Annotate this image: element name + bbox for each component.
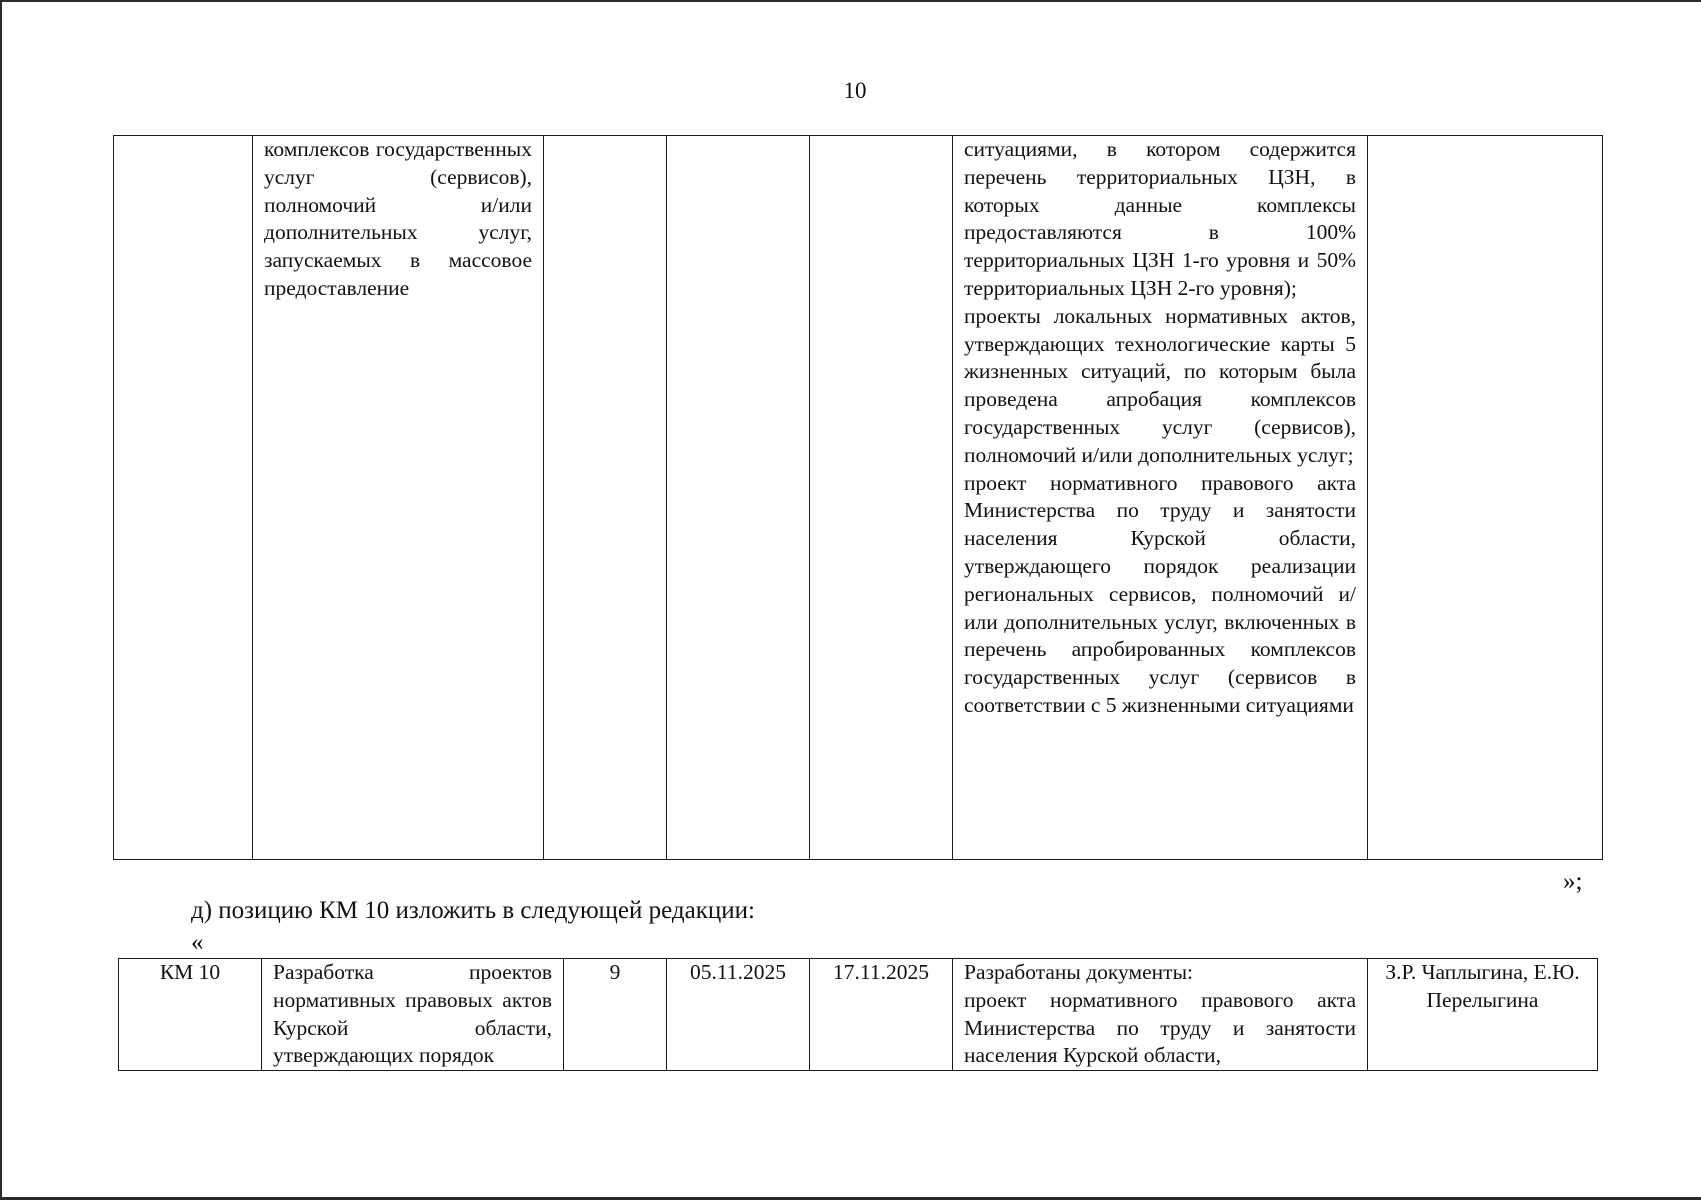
result-paragraph: проекты локальных нормативных актов, утверждающих технологические карты 5 жизненных ситуаций, по которым была проведена апробация комплексов государственных услуг (сервисов), полномочий и/или дополнительных услуг;: [964, 303, 1356, 467]
table-row: [114, 136, 1603, 860]
km10-result-text: проект нормативного правового акта Министерства по труду и занятости населения Курской области,: [964, 987, 1356, 1068]
opening-quote: «: [191, 929, 204, 956]
cell-code: [114, 136, 253, 860]
cell-start-date: [667, 136, 810, 860]
page-number: 10: [843, 78, 867, 103]
scan-border-left: [0, 0, 2, 1200]
scan-border-top: [0, 0, 1701, 2]
km10-start-date: 05.11.2025: [667, 959, 810, 1071]
amendment-text: д) позицию КМ 10 изложить в следующей редакции:: [191, 897, 755, 924]
closing-quote: »;: [1563, 868, 1583, 895]
title-paragraph: комплексов государственных услуг (сервисов), полномочий и/или дополнительных услуг, запускаемых в массовое предоставление: [264, 137, 532, 300]
cell-title: [253, 136, 544, 860]
cell-result: [953, 136, 1368, 860]
result-paragraph: проект нормативного правового акта Министерства по труду и занятости населения Курской области, утверждающего порядок реализации региональных сервисов, полномочий и/или дополнительных услуг, включенных в перечень апробированных комплексов государственных услуг (сервисов в соответствии с 5 жизненными ситуациями: [964, 470, 1356, 717]
km10-result: [953, 959, 1368, 1071]
km10-result-heading: Разработаны документы:: [964, 960, 1193, 984]
continued-table: [113, 135, 1603, 860]
cell-duration: [544, 136, 667, 860]
result-paragraph: ситуациями, в котором содержится перечень территориальных ЦЗН, в которых данные комплексы предоставляются в 100% территориальных ЦЗН 1-го уровня и 50% территориальных ЦЗН 2-го уровня);: [964, 137, 1356, 300]
km10-responsible: З.Р. Чаплыгина, Е.Ю. Перелыгина: [1368, 959, 1598, 1071]
km10-code: КМ 10: [119, 959, 262, 1071]
km10-title: Разработка проектов нормативных правовых актов Курской области, утверждающих порядок: [262, 959, 564, 1071]
table-row: [119, 959, 1598, 1071]
km10-table: [118, 958, 1598, 1071]
km10-duration: 9: [564, 959, 667, 1071]
cell-end-date: [810, 136, 953, 860]
km10-end-date: 17.11.2025: [810, 959, 953, 1071]
cell-responsible: [1368, 136, 1603, 860]
